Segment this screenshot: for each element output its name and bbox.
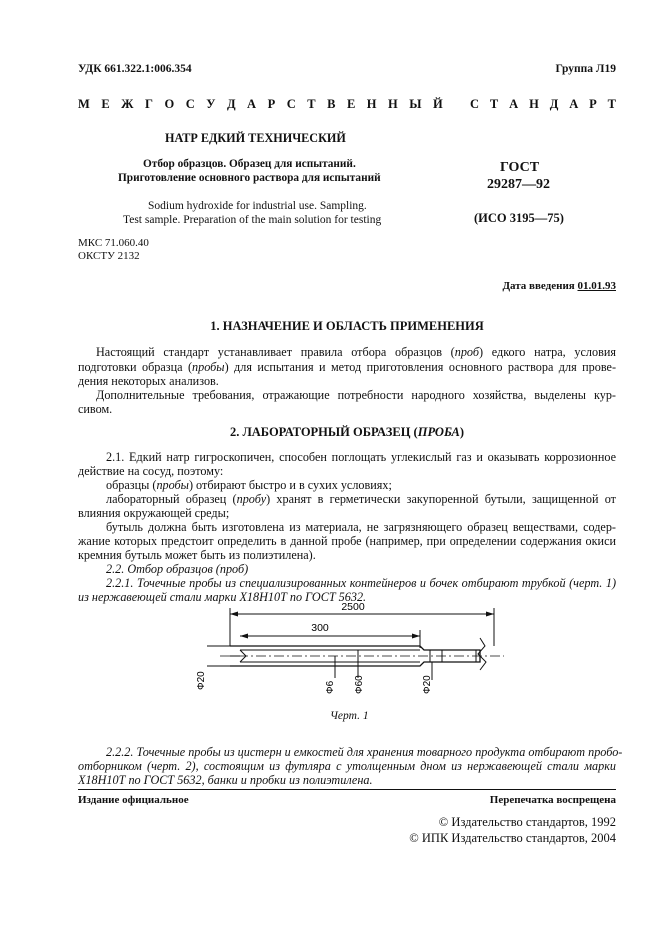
s1-line-2: подготовки образца (пробы) для испытания и метод приготовления основного раствора для прове- [78, 360, 617, 374]
standard-type-letter: Й [433, 97, 443, 111]
diameter-right-label: Ф20 [422, 675, 433, 694]
s2-line-2: действие на сосуд, поэтому: [78, 464, 224, 478]
standard-word-letter: Н [529, 97, 539, 111]
standard-type-letter: Н [366, 97, 377, 111]
standard-type-letter: С [185, 97, 195, 111]
main-title: НАТР ЕДКИЙ ТЕХНИЧЕСКИЙ [165, 131, 346, 145]
s2-line-8: кремния бутыль может быть из полиэтилена). [78, 548, 316, 562]
okstu-code: ОКСТУ 2132 [78, 250, 140, 262]
gost-number: 29287—92 [487, 177, 550, 192]
standard-type-letter: Т [307, 97, 316, 111]
diameter-inner-label: Ф6 [325, 680, 336, 694]
standard-type-letter: В [327, 97, 336, 111]
subtitle-line-2: Приготовление основного раствора для испытаний [118, 172, 381, 184]
footer-rule [78, 789, 616, 790]
standard-type-letter: М [78, 97, 90, 111]
standard-type-letter: А [247, 97, 257, 111]
standard-type-letter: Г [145, 97, 153, 111]
mks-code: МКС 71.060.40 [78, 237, 149, 249]
reprint-forbidden: Перепечатка воспрещена [489, 794, 616, 806]
copyright-2: © ИПК Издательство стандартов, 2004 [409, 831, 616, 845]
dim-total-label: 2500 [341, 601, 365, 613]
s1-line-5: сивом. [78, 402, 113, 416]
s2-2-2-line-1: 2.2.2. Точечные пробы из цистерн и емкостей для хранения товарного продукта отбирают пробо- [106, 745, 623, 759]
s2-line-5: влияния окружающей среды; [78, 506, 230, 520]
standard-word-letter: А [509, 97, 519, 111]
standard-type-letter: Д [226, 97, 236, 111]
official-edition: Издание официальное [78, 794, 189, 806]
dim-part-label: 300 [311, 622, 329, 634]
s1-line-3: дения некоторых анализов. [78, 374, 219, 388]
diameter-left-label: Ф20 [196, 671, 207, 690]
intro-date-value: 01.01.93 [577, 280, 616, 292]
standard-word-letter: А [569, 97, 579, 111]
subtitle-line-1: Отбор образцов. Образец для испытаний. [143, 158, 356, 170]
group-code: Группа Л19 [555, 63, 616, 75]
section-2-heading: 2. ЛАБОРАТОРНЫЙ ОБРАЗЕЦ (ПРОБА) [229, 425, 465, 439]
iso-reference: (ИСО 3195—75) [474, 211, 564, 225]
standard-word-letter: С [470, 97, 480, 111]
s2-line-1: 2.1. Едкий натр гигроскопичен, способен поглощать углекислый газ и оказывать коррозионное [106, 450, 616, 464]
copyright-1: © Издательство стандартов, 1992 [438, 815, 616, 829]
s2-2-heading: 2.2. Отбор образцов (проб) [106, 562, 249, 576]
s1-line-4: Дополнительные требования, отражающие потребности народного хозяйства, выделены кур- [96, 388, 616, 402]
standard-type-letter: Р [267, 97, 276, 111]
standard-word-letter: Р [589, 97, 597, 111]
sampling-tube-drawing [180, 598, 520, 708]
s2-2-2-line-2: отборником (черт. 2), состоящим из футляра с утолщенным дном из нержавеющей стали марки [78, 759, 616, 773]
standard-type-letter: Ж [121, 97, 134, 111]
intro-date [502, 280, 616, 292]
english-title-line-1: Sodium hydroxide for industrial use. Sampling. [148, 200, 367, 212]
s2-line-3: образцы (пробы) отбирают быстро и в сухих условиях; [106, 478, 392, 492]
s2-line-7: жание которых предстоит определить в данной пробе (например, при определении содержания окиси [78, 534, 616, 548]
standard-type-letter: С [286, 97, 296, 111]
s1-line-1: Настоящий стандарт устанавливает правила отбора образцов (проб) едкого натра, условия [96, 345, 616, 359]
s2-2-1-line-2: из нержавеющей стали марки Х18Н10Т по ГОСТ 5632. [78, 590, 367, 604]
standard-type-letter: Ы [409, 97, 422, 111]
standard-type-letter: У [206, 97, 216, 111]
standard-type-letter: Н [388, 97, 398, 111]
s2-2-2-line-3: Х18Н10Т по ГОСТ 5632, банки и пробки из полиэтилена. [78, 773, 373, 787]
s2-2-1-line-1: 2.2.1. Точечные пробы из специализированных контейнеров и бочек отбирают трубкой (черт. 1) [106, 576, 616, 590]
standard-word-heading [470, 97, 616, 112]
standard-type-heading [78, 97, 443, 112]
standard-type-letter: Е [346, 97, 356, 111]
s2-line-6: бутыль должна быть изготовлена из материала, не загрязняющего образец веществами, содер- [106, 520, 616, 534]
udk-code: УДК 661.322.1:006.354 [78, 63, 192, 75]
english-title-line-2: Test sample. Preparation of the main solution for testing [123, 214, 382, 226]
section-1-heading: 1. НАЗНАЧЕНИЕ И ОБЛАСТЬ ПРИМЕНЕНИЯ [210, 319, 484, 333]
standard-word-letter: Т [489, 97, 499, 111]
diameter-mid-label: Ф60 [354, 675, 365, 694]
intro-date-label: Дата введения [502, 280, 575, 292]
gost-label: ГОСТ [500, 160, 540, 175]
standard-type-letter: Е [101, 97, 110, 111]
s2-line-4: лабораторный образец (пробу) хранят в герметически закупоренной бутыли, защищенной от [106, 492, 616, 506]
standard-word-letter: Т [607, 97, 616, 111]
standard-type-letter: О [164, 97, 175, 111]
drawing-caption: Черт. 1 [330, 710, 369, 722]
standard-word-letter: Д [549, 97, 559, 111]
